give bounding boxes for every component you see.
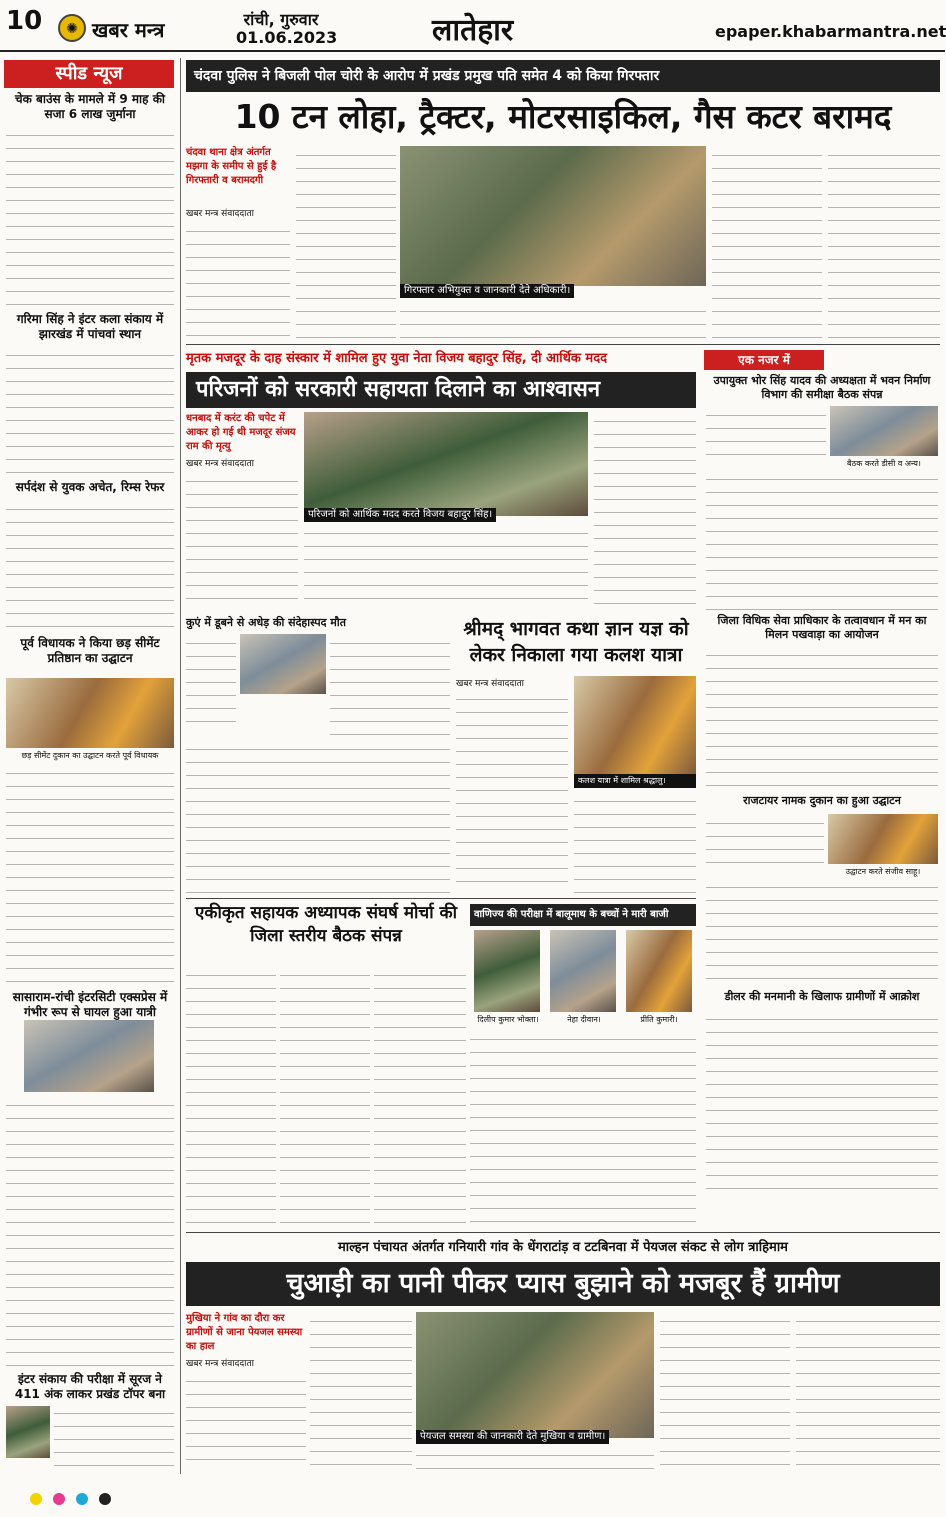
speed-news-photo-topper xyxy=(6,1406,50,1458)
column-divider xyxy=(180,58,181,1474)
nazar-body-2 xyxy=(706,646,938,790)
student-name-1: दिलीप कुमार भोक्ता। xyxy=(477,1015,539,1024)
speed-news-body-6 xyxy=(54,1404,174,1470)
student-name-2: नेहा दीवान। xyxy=(567,1015,601,1024)
story5-body-col1 xyxy=(186,966,276,1226)
nazar-title-4: डीलर की मनमानी के खिलाफ ग्रामीणों में आक्रोश xyxy=(724,990,920,1003)
story7-caption: पेयजल समस्या की जानकारी देते मुखिया व ग्रामीण। xyxy=(416,1430,609,1444)
speed-news-photo-inauguration xyxy=(6,678,174,748)
story7-photo xyxy=(416,1312,654,1438)
divider xyxy=(186,898,696,899)
speed-news-caption-4: छड़ सीमेंट दुकान का उद्घाटन करते पूर्व विधायक xyxy=(21,751,159,760)
speed-news-title-2: गरिमा सिंह ने इंटर कला संकाय में झारखंड में पांचवां स्थान xyxy=(16,312,164,341)
nazar-photo-meeting xyxy=(830,406,938,456)
speed-news-title-3: सर्पदंश से युवक अचेत, रिम्स रेफर xyxy=(15,480,165,494)
speed-news-title-1: चेक बाउंस के मामले में 9 माह की सजा 6 लाख जुर्माना xyxy=(14,92,166,121)
story7-body-col1 xyxy=(186,1372,306,1472)
speed-news-body-3 xyxy=(6,500,174,630)
student-photo-1 xyxy=(474,930,540,1012)
lead-photo-caption: गिरफ्तार अभियुक्त व जानकारी देते अधिकारी। xyxy=(400,284,574,298)
print-registration-marks xyxy=(30,1490,930,1510)
story2-body-col2 xyxy=(304,524,588,610)
speed-news-title-6: इंटर संकाय की परीक्षा में सूरज ने 411 अंक लाकर प्रखंड टॉपर बना xyxy=(14,1372,166,1401)
student-name-3: प्रीति कुमारी। xyxy=(640,1015,678,1024)
story7-body-col2 xyxy=(310,1312,412,1472)
nazar-caption-3: उद्घाटन करते संजीव साहू। xyxy=(845,867,921,876)
speed-news-title-4: पूर्व विधायक ने किया छड़ सीमेंट प्रतिष्ठान का उद्घाटन xyxy=(20,636,160,665)
nazar-title-1: उपायुक्त भोर सिंह यादव की अध्यक्षता में भवन निर्माण विभाग की समीक्षा बैठक संपन्न xyxy=(713,374,931,401)
speed-news-column xyxy=(4,56,178,1476)
nazar-photo-shop xyxy=(828,814,938,864)
story7-intro: मुखिया ने गांव का दौरा कर ग्रामीणों से जाना पेयजल समस्या का हाल xyxy=(186,1313,303,1352)
story2-photo xyxy=(304,412,588,516)
story2-body-col1 xyxy=(186,472,298,610)
story7-body-below-photo xyxy=(416,1446,654,1472)
story4-body-col2 xyxy=(574,792,696,894)
nazar-title-3: राजटायर नामक दुकान का हुआ उद्घाटन xyxy=(743,794,901,807)
lead-kicker: चंदवा पुलिस ने बिजली पोल चोरी के आरोप में प्रखंड प्रमुख पति समेत 4 को किया गिरफ्तार xyxy=(186,60,940,92)
lead-intro: चंदवा थाना क्षेत्र अंतर्गत मझगा के समीप से हुई है गिरफ्तारी व बरामदगी xyxy=(186,147,277,186)
speed-news-photo-train xyxy=(24,1020,154,1092)
speed-news-tag: स्पीड न्यूज xyxy=(4,60,174,88)
divider xyxy=(186,344,940,345)
speed-news-body-4 xyxy=(6,764,174,984)
registration-dot xyxy=(30,1493,42,1505)
story2-headline: परिजनों को सरकारी सहायता दिलाने का आश्वासन xyxy=(186,372,696,408)
lead-body-col5 xyxy=(828,146,940,338)
section-title: लातेहार xyxy=(432,13,514,48)
story5-body-col2 xyxy=(280,966,370,1226)
story4-byline: खबर मन्त्र संवाददाता xyxy=(456,679,524,689)
nazar-caption-1: बैठक करते डीसी व अन्य। xyxy=(847,459,921,468)
speed-news-body-2 xyxy=(6,346,174,474)
story7-byline: खबर मन्त्र संवाददाता xyxy=(186,1359,254,1369)
story4-photo xyxy=(574,676,696,776)
story4-body-col1 xyxy=(456,690,568,894)
masthead xyxy=(0,0,945,52)
story5-headline: एकीकृत सहायक अध्यापक संघर्ष मोर्चा की जिला स्तरीय बैठक संपन्न xyxy=(195,903,457,946)
story3-photo xyxy=(240,634,326,694)
registration-dot xyxy=(76,1493,88,1505)
lead-body-col1 xyxy=(186,222,290,338)
nazar-body-3b xyxy=(706,878,938,986)
epaper-link[interactable]: epaper.khabarmantra.net xyxy=(715,22,946,41)
story2-kicker: मृतक मजदूर के दाह संस्कार में शामिल हुए युवा नेता विजय बहादुर सिंह, दी आर्थिक मदद xyxy=(186,351,608,366)
story3-headline: कुएं में डूबने से अधेड़ की संदेहास्पद मौत xyxy=(186,616,347,629)
story2-caption: परिजनों को आर्थिक मदद करते विजय बहादुर सिंह। xyxy=(304,508,496,522)
nazar-body-1a xyxy=(706,406,826,460)
story7-kicker: माल्हन पंचायत अंतर्गत गनियारी गांव के धेंगराटांड़ व टटबिनवा में पेयजल संकट से लोग त्राहिमाम xyxy=(338,1240,788,1255)
speed-news-body-5 xyxy=(6,1096,174,1366)
nazar-body-1b xyxy=(706,470,938,610)
story7-body-col3 xyxy=(660,1312,790,1472)
divider xyxy=(186,1232,940,1233)
registration-dot xyxy=(99,1493,111,1505)
lead-body-col2 xyxy=(296,146,396,338)
story6-headline: वाणिज्य की परीक्षा में बालूमाथ के बच्चों ने मारी बाजी xyxy=(470,904,696,926)
nazar-tag: एक नजर में xyxy=(704,350,824,370)
lead-body-col4 xyxy=(712,146,822,338)
brand-logo-icon: ✺ xyxy=(58,14,86,42)
lead-byline: खबर मन्त्र संवाददाता xyxy=(186,209,254,219)
nazar-body-4 xyxy=(706,1010,938,1192)
story4-caption: कलश यात्रा में शामिल श्रद्धालु। xyxy=(574,774,696,788)
speed-news-body-1 xyxy=(6,126,174,306)
story2-byline: खबर मन्त्र संवाददाता xyxy=(186,459,254,469)
dateline-date: 01.06.2023 xyxy=(236,28,338,47)
story3-body-col1 xyxy=(186,634,236,734)
story2-intro: धनबाद में करंट की चपेट में आकर हो गई थी मजदूर संजय राम की मृत्यु xyxy=(186,413,296,452)
lead-headline: 10 टन लोहा, ट्रैक्टर, मोटरसाइकिल, गैस कटर बरामद xyxy=(234,97,892,136)
story4-headline: श्रीमद् भागवत कथा ज्ञान यज्ञ को लेकर निकाला गया कलश यात्रा xyxy=(463,618,689,666)
student-photo-2 xyxy=(550,930,616,1012)
story6-body xyxy=(470,1030,696,1226)
story7-body-col4 xyxy=(796,1312,940,1472)
story5-body-col3 xyxy=(374,966,466,1226)
story7-headline: चुआड़ी का पानी पीकर प्यास बुझाने को मजबूर हैं ग्रामीण xyxy=(186,1262,940,1306)
story3-body-wide xyxy=(186,740,450,894)
page-number: 10 xyxy=(6,6,43,36)
dateline-place: रांची, गुरुवार xyxy=(243,10,319,29)
nazar-title-2: जिला विधिक सेवा प्राधिकार के तत्वावधान में मन का मिलन पखवाड़ा का आयोजन xyxy=(717,614,927,641)
speed-news-title-5: सासाराम-रांची इंटरसिटी एक्सप्रेस में गंभीर रूप से घायल हुआ यात्री xyxy=(12,990,168,1019)
story2-body-col3 xyxy=(594,412,696,610)
registration-dot xyxy=(53,1493,65,1505)
nazar-body-3a xyxy=(706,814,824,870)
story3-body-col2 xyxy=(330,634,450,738)
lead-photo xyxy=(400,146,706,286)
brand-name: खबर मन्त्र xyxy=(92,18,165,42)
lead-body-below-photo xyxy=(400,302,706,340)
student-photo-3 xyxy=(626,930,692,1012)
